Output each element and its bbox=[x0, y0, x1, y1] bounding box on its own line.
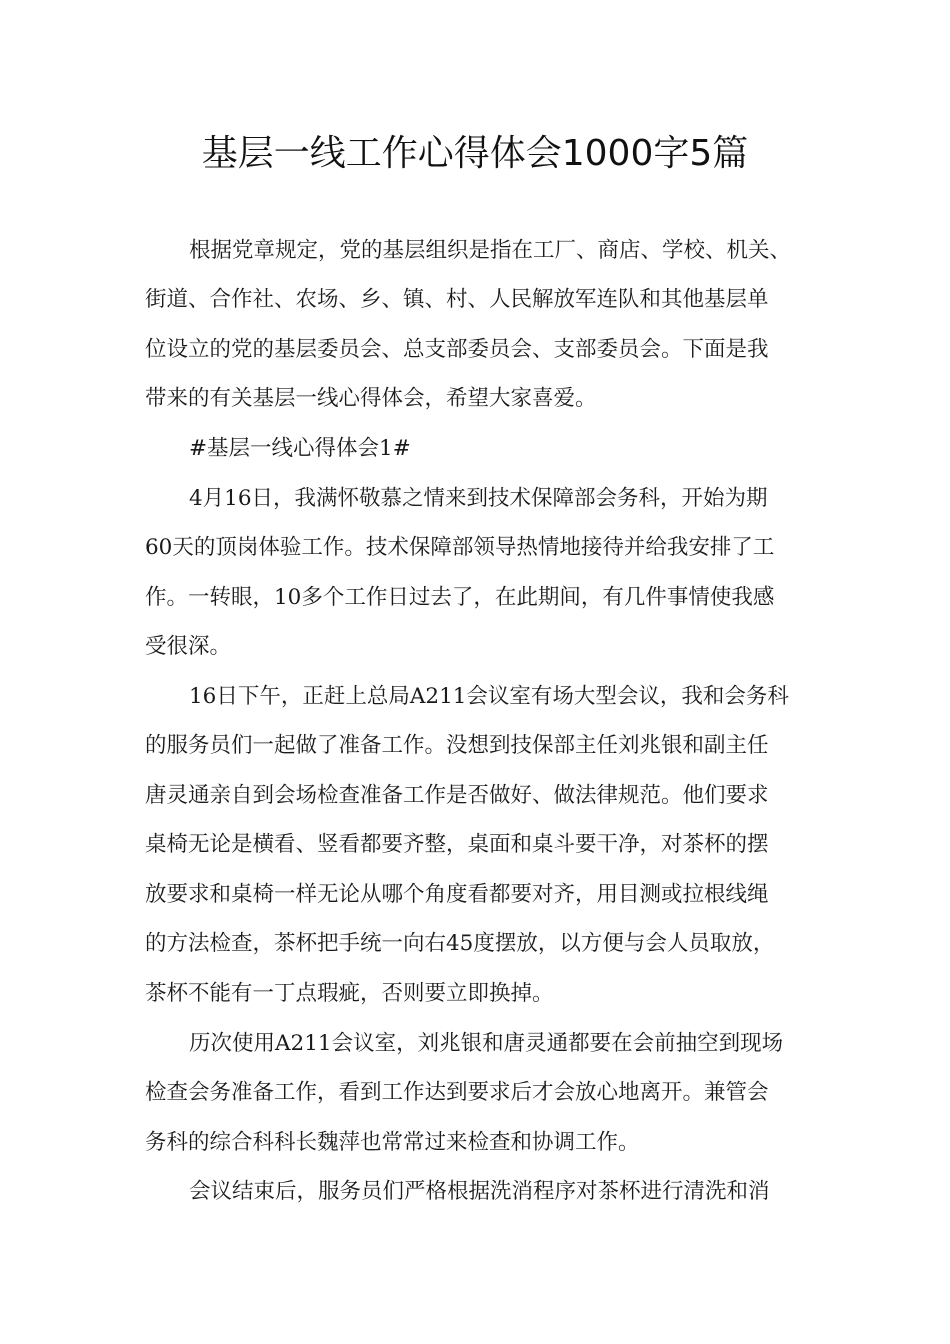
paragraph-line: 桌椅无论是横看、竖看都要齐整，桌面和桌斗要干净，对茶杯的摆 bbox=[145, 832, 769, 857]
paragraph-line: 历次使用A211会议室，刘兆银和唐灵通都要在会前抽空到现场 bbox=[189, 1031, 784, 1056]
paragraph-line: 务科的综合科科长魏萍也常常过来检查和协调工作。 bbox=[145, 1130, 640, 1155]
paragraph-line: 作。一转眼，10多个工作日过去了，在此期间，有几件事情使我感 bbox=[145, 585, 775, 610]
section-heading: #基层一线心得体会1# bbox=[189, 436, 411, 461]
paragraph-line: 带来的有关基层一线心得体会，希望大家喜爱。 bbox=[145, 386, 597, 411]
paragraph-line: 街道、合作社、农场、乡、镇、村、人民解放军连队和其他基层单 bbox=[145, 287, 769, 312]
paragraph-line: 检查会务准备工作，看到工作达到要求后才会放心地离开。兼管会 bbox=[145, 1080, 769, 1105]
paragraph-line: 位设立的党的基层委员会、总支部委员会、支部委员会。下面是我 bbox=[145, 337, 769, 362]
paragraph-line: 根据党章规定，党的基层组织是指在工厂、商店、学校、机关、 bbox=[189, 238, 792, 263]
paragraph-line: 的服务员们一起做了准备工作。没想到技保部主任刘兆银和副主任 bbox=[145, 733, 769, 758]
document-title: 基层一线工作心得体会1000字5篇 bbox=[201, 133, 749, 174]
paragraph-line: 放要求和桌椅一样无论从哪个角度看都要对齐，用目测或拉根线绳 bbox=[145, 882, 769, 907]
paragraph-line: 16日下午，正赶上总局A211会议室有场大型会议，我和会务科 bbox=[189, 684, 789, 709]
paragraph-line: 会议结束后，服务员们严格根据洗消程序对茶杯进行清洗和消 bbox=[189, 1179, 770, 1204]
paragraph-line: 60天的顶岗体验工作。技术保障部领导热情地接待并给我安排了工 bbox=[145, 535, 775, 560]
paragraph-line: 受很深。 bbox=[145, 634, 232, 659]
paragraph-line: 唐灵通亲自到会场检查准备工作是否做好、做法律规范。他们要求 bbox=[145, 783, 769, 808]
paragraph-line: 4月16日，我满怀敬慕之情来到技术保障部会务科，开始为期 bbox=[189, 486, 768, 511]
paragraph-line: 茶杯不能有一丁点瑕疵，否则要立即换掉。 bbox=[145, 981, 554, 1006]
paragraph-line: 的方法检查，茶杯把手统一向右45度摆放，以方便与会人员取放， bbox=[145, 931, 775, 956]
